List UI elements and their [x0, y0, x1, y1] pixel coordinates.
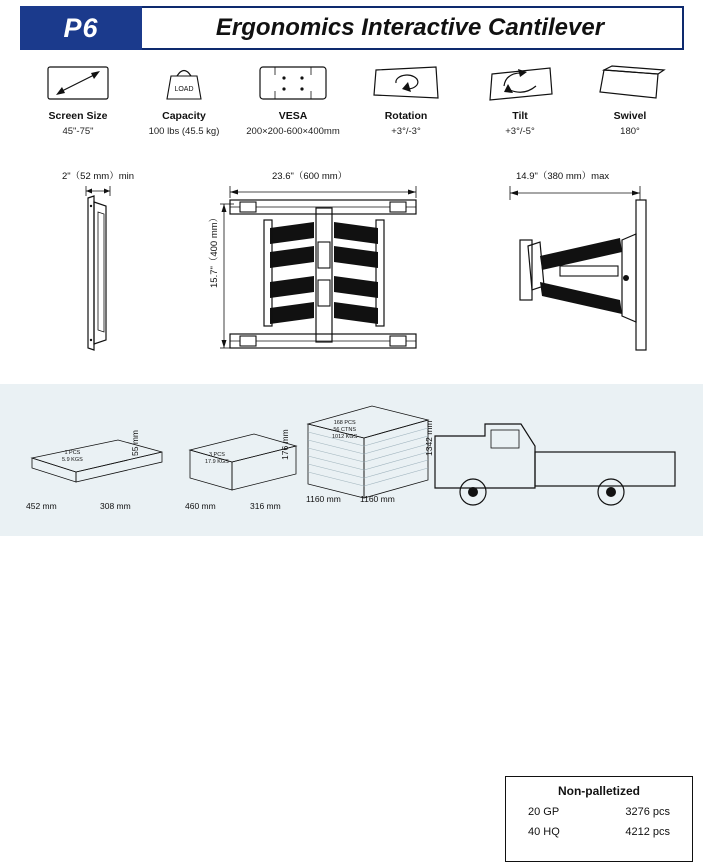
extension-arm-view — [500, 182, 690, 372]
single-carton-width: 308 mm — [100, 501, 131, 511]
pallet-height: 1342 mm — [424, 420, 434, 456]
spec-value: +3°/-3° — [391, 126, 421, 137]
page-title — [150, 6, 670, 50]
delivery-truck-illustration — [425, 412, 685, 522]
rotation-icon — [348, 60, 464, 106]
spec-rotation — [348, 60, 464, 137]
master-carton-width: 316 mm — [250, 501, 281, 511]
spec-value: +3°/-5° — [505, 126, 535, 137]
swivel-icon — [572, 60, 688, 106]
spec-vesa — [228, 60, 358, 137]
master-carton-height: 176 mm — [280, 429, 290, 460]
spec-row — [0, 60, 703, 156]
container-quantity: 4212 pcs — [625, 826, 670, 838]
spec-label: Swivel — [613, 110, 647, 122]
spec-value: 200×200-600×400mm — [246, 126, 340, 137]
vesa-pattern-icon — [228, 60, 358, 106]
spec-capacity — [126, 60, 242, 137]
loading-table — [505, 776, 693, 862]
side-profile-view — [70, 182, 190, 372]
spec-value: 100 lbs (45.5 kg) — [148, 126, 220, 137]
pallet-stack — [300, 398, 440, 504]
loading-table-title: Non-palletized — [557, 784, 640, 798]
master-carton — [180, 416, 320, 498]
front-view-width-dimension: 23.6"（600 mm） — [272, 171, 348, 182]
spec-label: Tilt — [512, 110, 528, 122]
extension-view-dimension: 14.9"（380 mm）max — [516, 171, 610, 182]
single-carton-height: 55 mm — [130, 430, 140, 456]
spec-tilt — [462, 60, 578, 137]
front-bracket-view — [218, 182, 448, 372]
master-carton-inner-label: 3 PCS 17.9 KGS — [205, 452, 229, 465]
container-quantity: 3276 pcs — [625, 806, 670, 818]
container-type: 40 HQ — [528, 826, 560, 838]
technical-drawings — [0, 160, 703, 380]
master-carton-length: 460 mm — [185, 501, 216, 511]
side-view-dimension: 2"（52 mm）min — [62, 171, 134, 182]
spec-label: Capacity — [162, 110, 206, 122]
page-title-text: Ergonomics Interactive Cantilever — [215, 14, 605, 41]
header — [0, 0, 703, 56]
single-carton-inner-label: 1 PCS 5.9 KGS — [62, 450, 83, 463]
packaging-section — [0, 384, 703, 838]
spec-value: 45"-75" — [62, 126, 94, 137]
model-label: P6 — [63, 12, 99, 43]
spec-swivel — [572, 60, 688, 137]
single-carton — [22, 422, 172, 492]
model-badge — [20, 6, 142, 50]
spec-screen-size — [20, 60, 136, 137]
spec-value: 180° — [620, 126, 640, 137]
capacity-weight-icon — [126, 60, 242, 106]
table-row — [506, 826, 692, 838]
pallet-inner-label: 168 PCS 56 CTNS 1012 KGS — [332, 420, 358, 440]
spec-label: Rotation — [384, 110, 428, 122]
single-carton-length: 452 mm — [26, 501, 57, 511]
pallet-length: 1160 mm — [306, 494, 341, 504]
pallet-width: 1160 mm — [360, 494, 395, 504]
table-row — [506, 806, 692, 818]
svg-text:LOAD: LOAD — [174, 86, 194, 93]
screen-size-icon — [20, 60, 136, 106]
container-type: 20 GP — [528, 806, 560, 818]
spec-label: VESA — [278, 110, 308, 122]
tilt-icon — [462, 60, 578, 106]
spec-label: Screen Size — [48, 110, 108, 122]
front-view-height-dimension: 15.7"（400 mm） — [209, 212, 220, 288]
